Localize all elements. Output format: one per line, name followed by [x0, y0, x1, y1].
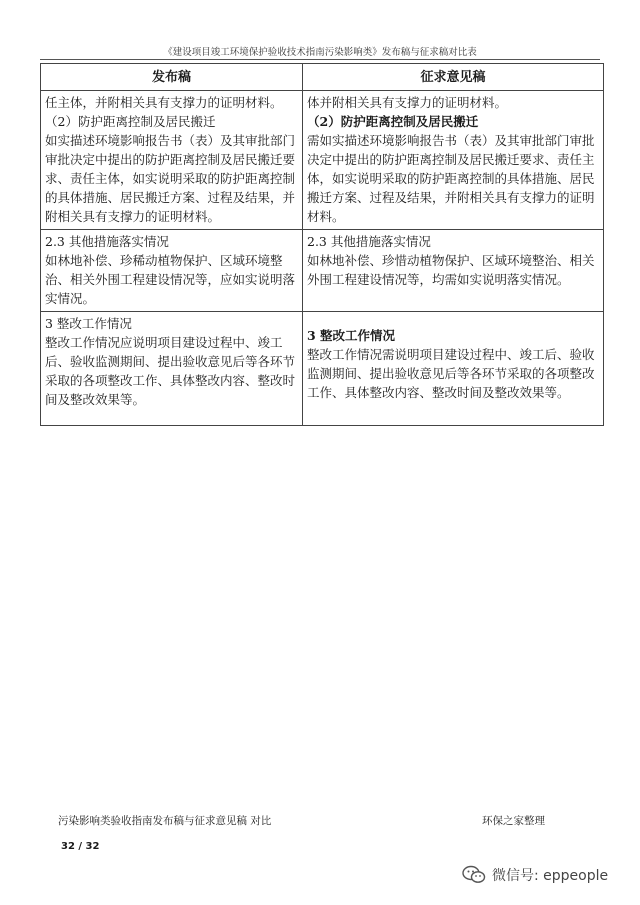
section-heading: （2）防护距离控制及居民搬迁	[307, 114, 479, 129]
table-row	[41, 91, 604, 230]
section-heading: 2.3 其他措施落实情况	[45, 234, 169, 249]
draft-cell	[303, 91, 604, 230]
comparison-table	[40, 63, 604, 426]
cell-text: 任主体，并附相关具有支撑力的证明材料。	[45, 95, 283, 110]
page-number: 32 / 32	[61, 841, 100, 852]
cell-text: 如林地补偿、珍稀动植物保护、区域环境整治、相关外围工程建设情况等，应如实说明落实情况。	[45, 253, 296, 306]
column-header-published: 发布稿	[41, 64, 303, 91]
published-cell	[41, 91, 303, 230]
header-divider	[40, 59, 600, 60]
cell-text: 如林地补偿、珍惜动植物保护、区域环境整治、相关外围工程建设情况等，均需如实说明落实情况。	[307, 253, 595, 287]
page-header-title: 《建设项目竣工环境保护验收技术指南污染影响类》发布稿与征求稿对比表	[163, 47, 477, 58]
section-heading: 3 整改工作情况	[45, 316, 132, 331]
cell-text: 整改工作情况应说明项目建设过程中、竣工后、验收监测期间、提出验收意见后等各环节采取的各项整改工作、具体整改内容、整改时间及整改效果等。	[45, 335, 296, 407]
draft-cell	[303, 312, 604, 426]
wechat-icon	[462, 865, 486, 885]
cell-text: 体并附相关具有支撑力的证明材料。	[307, 95, 508, 110]
table-row	[41, 230, 604, 312]
footer-document-title: 污染影响类验收指南发布稿与征求意见稿 对比	[58, 815, 272, 827]
section-heading: （2）防护距离控制及居民搬迁	[45, 114, 216, 129]
table-row	[41, 312, 604, 426]
published-cell	[41, 230, 303, 312]
section-heading: 3 整改工作情况	[307, 328, 396, 343]
cell-text: 需如实描述环境影响报告书（表）及其审批部门审批决定中提出的防护距离控制及居民搬迁要求、责任主体，如实说明采取的防护距离控制的具体措施、居民搬迁方案、过程及结果，并附相关具有支撑力的证明材料。	[307, 133, 595, 224]
cell-text: 如实描述环境影响报告书（表）及其审批部门审批决定中提出的防护距离控制及居民搬迁要求、责任主体，如实说明采取的防护距离控制的具体措施、居民搬迁方案、过程及结果，并附相关具有支撑力的证明材料。	[45, 133, 296, 224]
watermark	[462, 863, 608, 887]
section-heading: 2.3 其他措施落实情况	[307, 234, 431, 249]
column-header-draft: 征求意见稿	[303, 64, 604, 91]
footer-source: 环保之家整理	[482, 815, 545, 827]
watermark-text: 微信号: eppeople	[492, 868, 609, 884]
published-cell	[41, 312, 303, 426]
draft-cell	[303, 230, 604, 312]
table-header-row	[41, 64, 604, 91]
cell-text: 整改工作情况需说明项目建设过程中、竣工后、验收监测期间、提出验收意见后等各环节采取的各项整改工作、具体整改内容、整改时间及整改效果等。	[307, 347, 595, 400]
